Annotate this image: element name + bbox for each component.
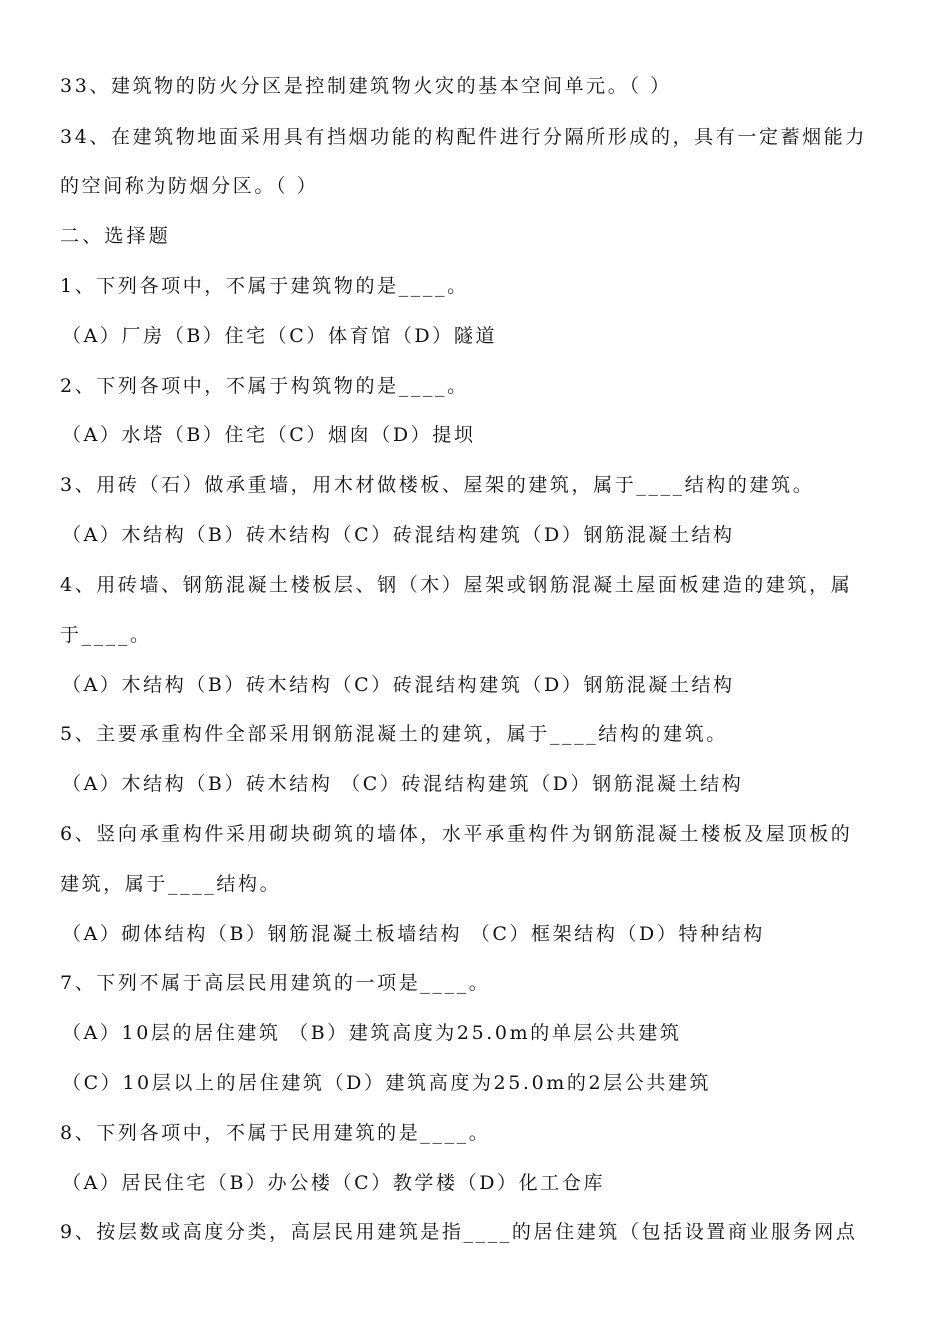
section-title-choice-questions: 二、选择题 — [60, 225, 172, 247]
question-8-text: 8、下列各项中，不属于民用建筑的是____。 — [60, 1122, 491, 1144]
question-6-text-line-1: 6、竖向承重构件采用砌块砌筑的墙体，水平承重构件为钢筋混凝土楼板及屋顶板的 — [60, 823, 853, 845]
question-4-text-line-1: 4、用砖墙、钢筋混凝土楼板层、钢（木）屋架或钢筋混凝土屋面板建造的建筑，属 — [60, 574, 853, 596]
question-8-options: （A）居民住宅（B）办公楼（C）教学楼（D）化工仓库 — [62, 1172, 606, 1194]
question-7-options-line-2: （C）10层以上的居住建筑（D）建筑高度为25.0m的2层公共建筑 — [62, 1072, 712, 1094]
question-5-text: 5、主要承重构件全部采用钢筋混凝土的建筑，属于____结构的建筑。 — [60, 723, 728, 745]
question-34-text-line-1: 34、在建筑物地面采用具有挡烟功能的构配件进行分隔所形成的，具有一定蓄烟能力 — [60, 126, 867, 148]
question-34-text-line-2: 的空间称为防烟分区。（ ） — [60, 175, 319, 197]
question-3-options: （A）木结构（B）砖木结构（C）砖混结构建筑（D）钢筋混凝土结构 — [62, 524, 735, 546]
question-9-text-line-1: 9、按层数或高度分类，高层民用建筑是指____的居住建筑（包括设置商业服务网点 — [60, 1221, 858, 1243]
question-4-options: （A）木结构（B）砖木结构（C）砖混结构建筑（D）钢筋混凝土结构 — [62, 674, 735, 696]
question-4-text-line-2: 于____。 — [60, 624, 152, 646]
question-1-text: 1、下列各项中，不属于建筑物的是____。 — [60, 275, 469, 297]
question-6-text-line-2: 建筑，属于____结构。 — [60, 873, 282, 895]
question-2-text: 2、下列各项中，不属于构筑物的是____。 — [60, 375, 469, 397]
question-1-options: （A）厂房（B）住宅（C）体育馆（D）隧道 — [62, 325, 498, 347]
question-33-text: 33、建筑物的防火分区是控制建筑物火灾的基本空间单元。（ ） — [60, 75, 672, 97]
question-5-options: （A）木结构（B）砖木结构 （C）砖混结构建筑（D）钢筋混凝土结构 — [62, 773, 744, 795]
question-7-text: 7、下列不属于高层民用建筑的一项是____。 — [60, 972, 491, 994]
question-2-options: （A）水塔（B）住宅（C）烟囱（D）提坝 — [62, 424, 476, 446]
question-7-options-line-1: （A）10层的居住建筑 （B）建筑高度为25.0m的单层公共建筑 — [62, 1022, 682, 1044]
question-3-text: 3、用砖（石）做承重墙，用木材做楼板、屋架的建筑，属于____结构的建筑。 — [60, 474, 815, 496]
question-6-options: （A）砌体结构（B）钢筋混凝土板墙结构 （C）框架结构（D）特种结构 — [62, 923, 765, 945]
